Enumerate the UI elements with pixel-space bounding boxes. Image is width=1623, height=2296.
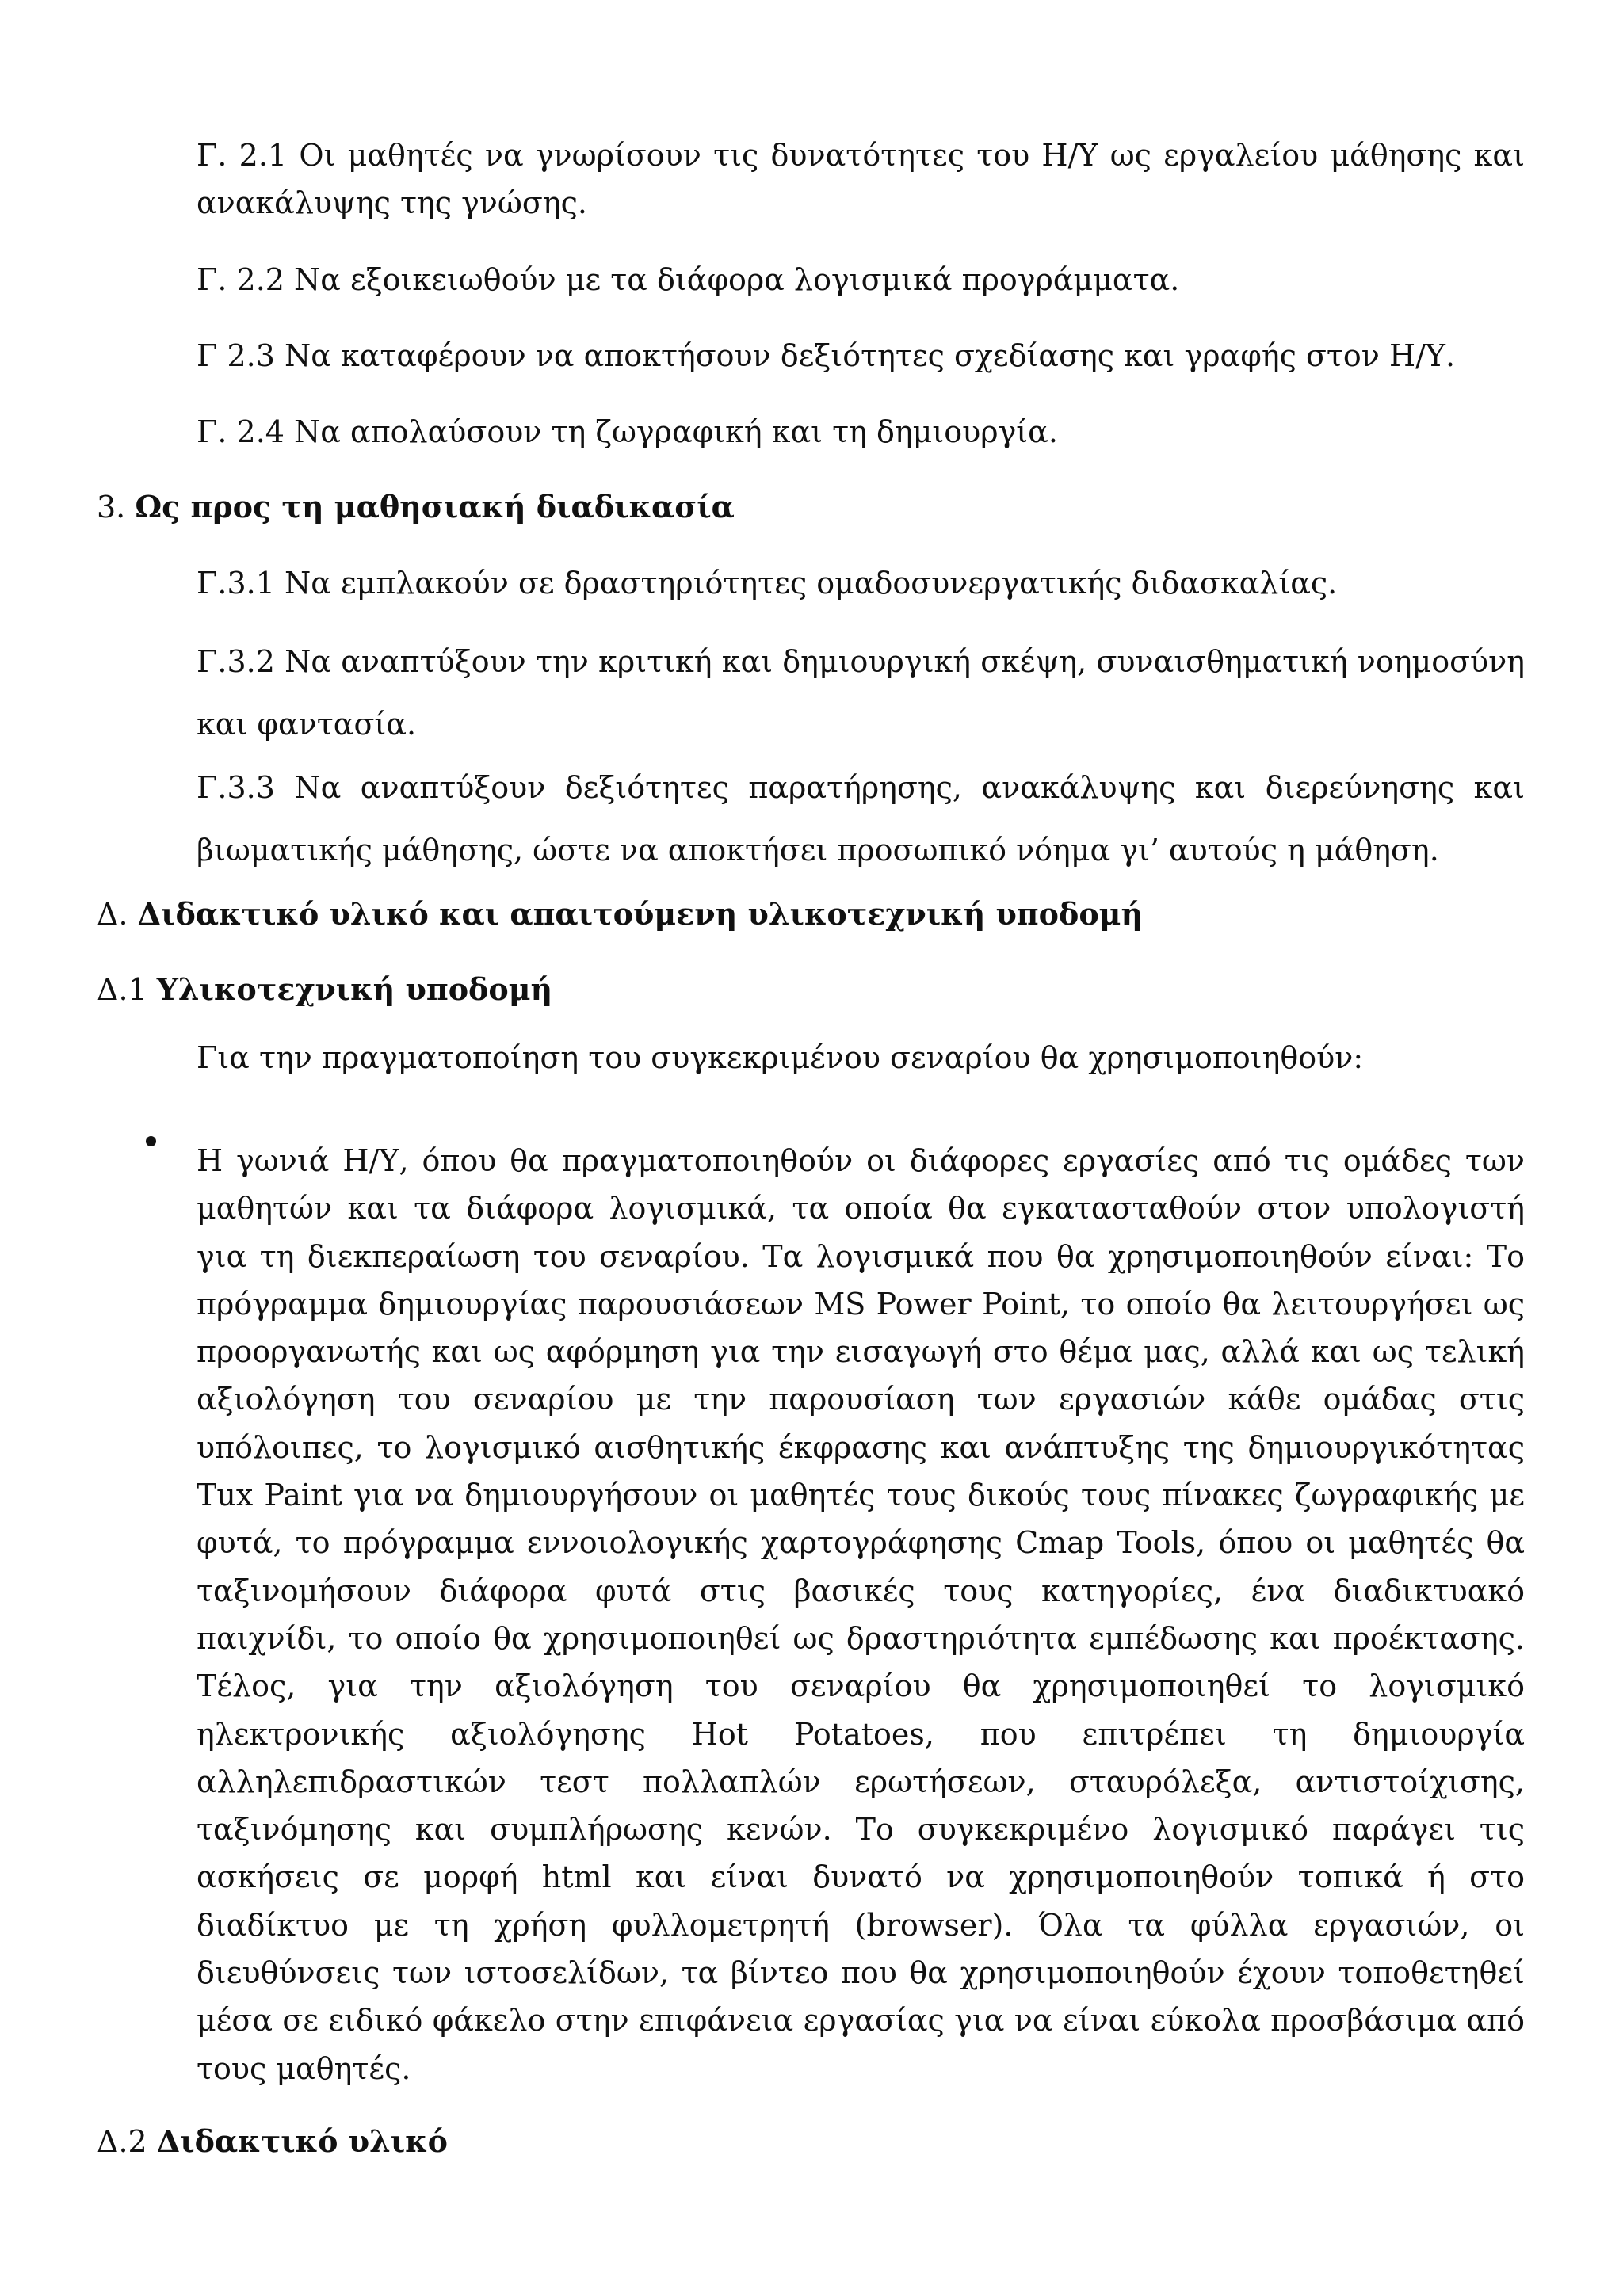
- section-3-number: 3.: [97, 490, 136, 524]
- section-d1-title: Υλικοτεχνική υποδομή: [156, 971, 553, 1007]
- section-3-title: Ως προς τη μαθησιακή διαδικασία: [135, 489, 735, 524]
- section-d1-heading: [97, 966, 552, 1013]
- section-d-title: Διδακτικό υλικό και απαιτούμενη υλικοτεχνική υποδομή: [137, 896, 1144, 932]
- section-d1-number: Δ.1: [97, 972, 157, 1007]
- goal-c3-3: Γ.3.3 Να αναπτύξουν δεξιότητες παρατήρησης, ανακάλυψης και διερεύνησης και βιωματικής μάθησης, ώστε να αποκτήσει προσωπικό νόημα γι’ αυτούς η μάθηση.: [197, 770, 1525, 868]
- section-d-number: Δ.: [97, 897, 138, 932]
- section-d-heading: [97, 891, 1143, 938]
- goal-c2-2: Γ. 2.2 Να εξοικειωθούν με τα διάφορα λογισμικά προγράμματα.: [197, 262, 1180, 297]
- section-d1-bullet-paragraph: Η γωνιά Η/Υ, όπου θα πραγματοποιηθούν οι διάφορες εργασίες από τις ομάδες των μαθητών και τα διάφορα λογισμικά, τα οποία θα εγκατασταθούν στον υπολογιστή για τη διεκπεραίωση του σεναρίου. Τα λογισμικά που θα χρησιμοποιηθούν είναι: Το πρόγραμμα δημιουργίας παρουσιάσεων MS Power Point, το οποίο θα λειτουργήσει ως προοργανωτής και ως αφόρμηση για την εισαγωγή στο θέμα μας, αλλά και ως τελική αξιολόγηση του σεναρίου με την παρουσίαση των εργασιών κάθε ομάδας στις υπόλοιπες, το λογισμικό αισθητικής έκφρασης και ανάπτυξης της δημιουργικότητας Tux Paint για να δημιουργήσουν οι μαθητές τους δικούς τους πίνακες ζωγραφικής με φυτά, το πρόγραμμα εννοιολογικής χαρτογράφησης Cmap Tools, όπου οι μαθητές θα ταξινομήσουν διάφορα φυτά στις βασικές τους κατηγορίες, ένα διαδικτυακό παιχνίδι, το οποίο θα χρησιμοποιηθεί ως δραστηριότητα εμπέδωσης και προέκτασης. Τέλος, για την αξιολόγηση του σεναρίου θα χρησιμοποιηθεί το λογισμικό ηλεκτρονικής αξιολόγησης Hot Potatoes, που επιτρέπει τη δημιουργία αλληλεπιδραστικών τεστ πολλαπλών ερωτήσεων, σταυρόλεξα, αντιστοίχισης, ταξινόμησης και συμπλήρωσης κενών. Το συγκεκριμένο λογισμικό παράγει τις ασκήσεις σε μορφή html και είναι δυνατό να χρησιμοποιηθούν τοπικά ή στο διαδίκτυο με τη χρήση φυλλομετρητή (browser). Όλα τα φύλλα εργασιών, οι διευθύνσεις των ιστοσελίδων, τα βίντεο που θα χρησιμοποιηθούν έχουν τοποθετηθεί μέσα σε ειδικό φάκελο στην επιφάνεια εργασίας για να είναι εύκολα προσβάσιμα από τους μαθητές.: [197, 1143, 1525, 2086]
- bullet-icon: [146, 1136, 156, 1146]
- goal-c3-2: Γ.3.2 Να αναπτύξουν την κριτική και δημιουργική σκέψη, συναισθηματική νοημοσύνη και φαντασία.: [197, 644, 1525, 742]
- goal-c2-3: Γ 2.3 Να καταφέρουν να αποκτήσουν δεξιότητες σχεδίασης και γραφής στον Η/Υ.: [197, 338, 1456, 373]
- section-d2-title: Διδακτικό υλικό: [156, 2123, 448, 2159]
- goal-c2-1: Γ. 2.1 Οι μαθητές να γνωρίσουν τις δυνατότητες του Η/Υ ως εργαλείου μάθησης και ανακάλυψης της γνώσης.: [197, 138, 1525, 220]
- goal-c2-4: Γ. 2.4 Να απολαύσουν τη ζωγραφική και τη δημιουργία.: [197, 414, 1058, 449]
- section-d2-heading: [97, 2118, 448, 2165]
- goal-c3-1: Γ.3.1 Να εμπλακούν σε δραστηριότητες ομαδοσυνεργατικής διδασκαλίας.: [197, 566, 1338, 601]
- section-3-heading: [97, 483, 735, 531]
- section-d2-number: Δ.2: [97, 2124, 157, 2159]
- section-d1-intro: Για την πραγματοποίηση του συγκεκριμένου σεναρίου θα χρησιμοποιηθούν:: [197, 1040, 1364, 1075]
